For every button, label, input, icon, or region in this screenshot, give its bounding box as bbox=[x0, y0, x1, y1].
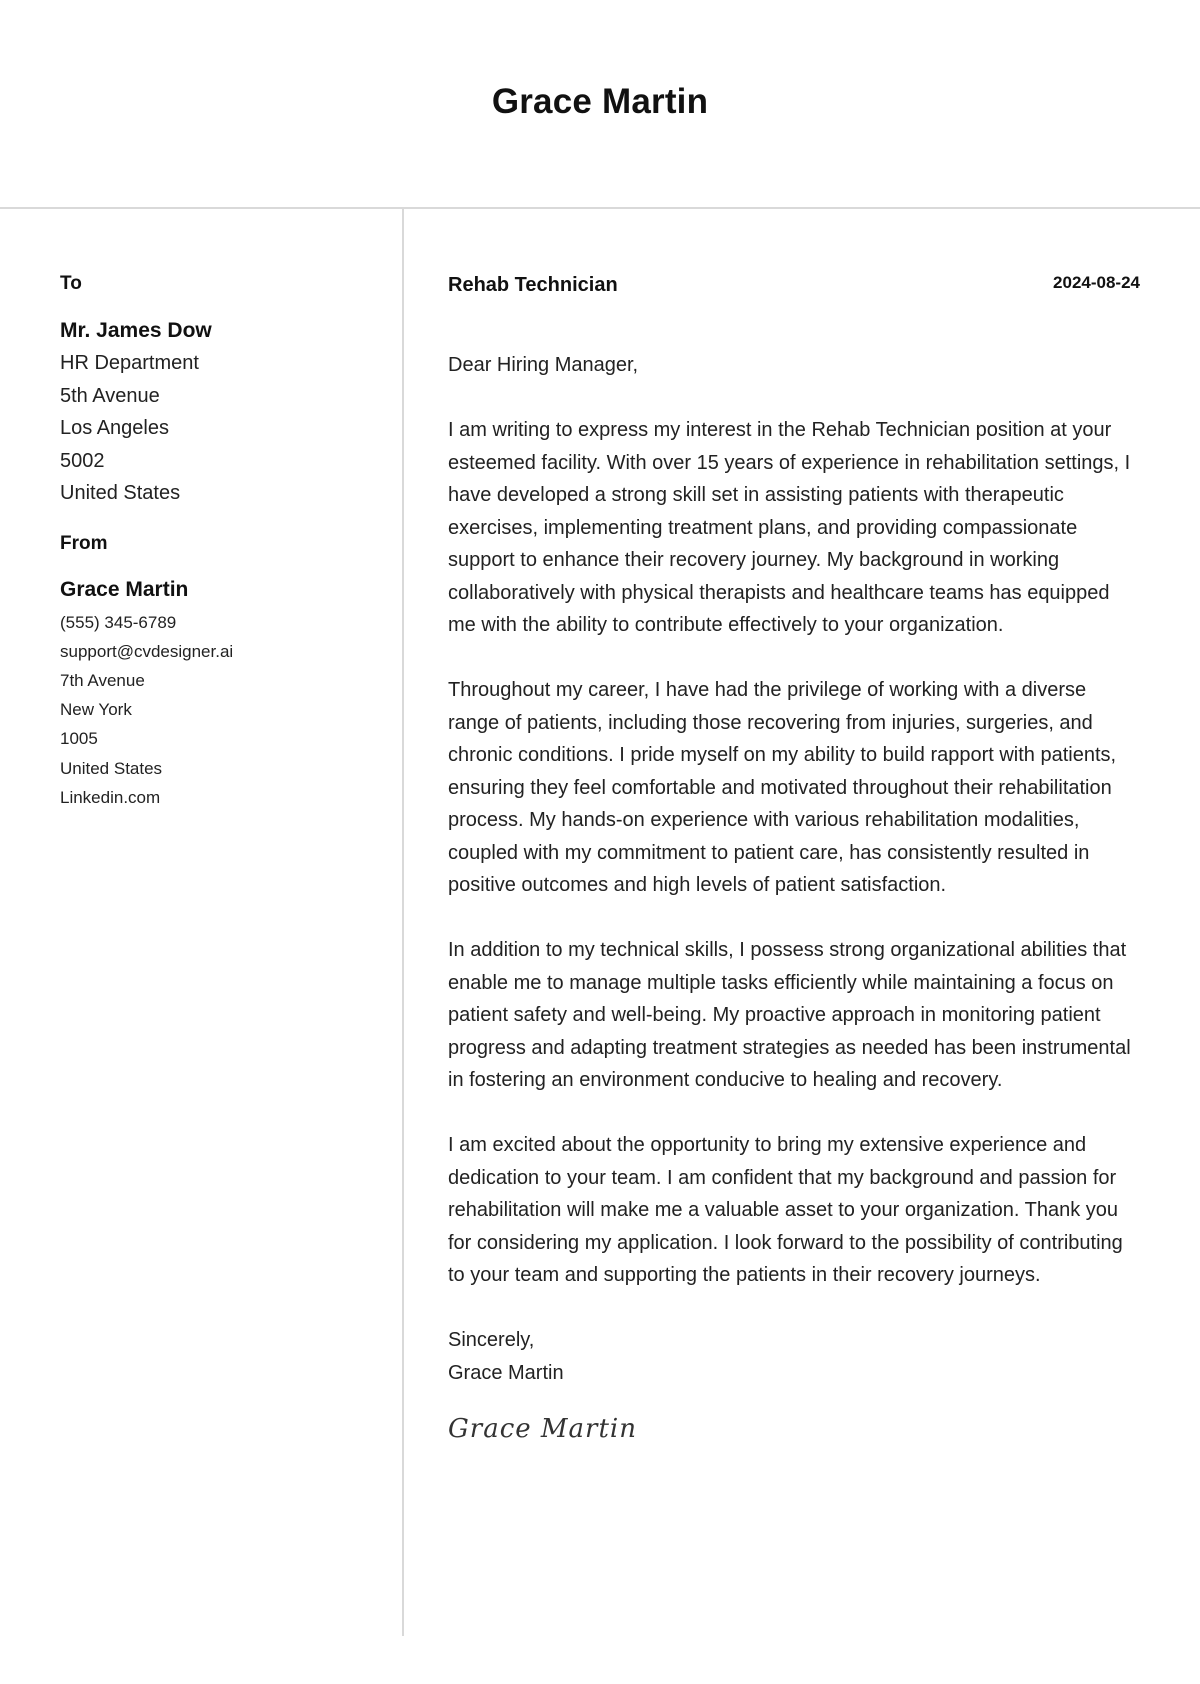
sender-postal-code: 1005 bbox=[60, 729, 98, 749]
body-paragraph-4: I am excited about the opportunity to bring my extensive experience and dedication to your team. I am confident that my background and passion for rehabilitation will make me a valuable asset to your organization. Thank you for considering my application. I look forward to the possibility of contributing to your team and supporting the patients in their recovery journeys. bbox=[448, 1134, 1123, 1286]
letter-body bbox=[448, 272, 1140, 1449]
letter-date: 2024-08-24 bbox=[1053, 273, 1140, 292]
recipient-country: United States bbox=[60, 482, 181, 504]
recipient-city: Los Angeles bbox=[60, 417, 169, 439]
recipient-department: HR Department bbox=[60, 352, 199, 374]
body-paragraph-2: Throughout my career, I have had the privilege of working with a diverse range of patients, including those recovering from injuries, surgeries, and chronic conditions. I pride myself on my ability to build rapport with patients, ensuring they feel comfortable and motivated throughout their rehabilitation process. My hands-on experience with various rehabilitation modalities, coupled with my commitment to patient care, has consistently resulted in positive outcomes and high levels of patient satisfaction. bbox=[448, 679, 1117, 896]
recipient-postal-code: 5002 bbox=[60, 449, 105, 472]
recipient-name: Mr. James Dow bbox=[60, 319, 212, 342]
signature: Grace Martin bbox=[448, 1414, 637, 1444]
greeting: Dear Hiring Manager, bbox=[448, 354, 639, 376]
sender-city: New York bbox=[60, 700, 132, 720]
letter-meta-row bbox=[448, 272, 1140, 302]
to-label: To bbox=[60, 273, 82, 294]
body-paragraph-3: In addition to my technical skills, I possess strong organizational abilities that enable me to manage multiple tasks efficiently while maintaining a focus on patient safety and well-being. My proactive approach in monitoring patient progress and adapting treatment strategies as needed has been instrumental in fostering an environment conducive to healing and recovery. bbox=[448, 939, 1131, 1091]
sender-email: support@cvdesigner.ai bbox=[60, 641, 234, 661]
job-title: Rehab Technician bbox=[448, 274, 618, 296]
letter-header bbox=[0, 0, 1200, 209]
sender-country: United States bbox=[60, 758, 163, 778]
sender-street: 7th Avenue bbox=[60, 670, 145, 690]
body-paragraph-1: I am writing to express my interest in the Rehab Technician position at your esteemed facility. With over 15 years of experience in rehabilitation settings, I have developed a strong skill set in assisting patients with therapeutic exercises, implementing treatment plans, and providing compassionate support to enhance their recovery journey. My background in working collaboratively with physical therapists and healthcare teams has equipped me with the ability to contribute effectively to your organization. bbox=[448, 419, 1131, 636]
column-divider bbox=[402, 209, 404, 1636]
closing: Sincerely, bbox=[448, 1329, 535, 1351]
contact-sidebar bbox=[60, 272, 380, 812]
sender-phone: (555) 345-6789 bbox=[60, 612, 177, 632]
from-label: From bbox=[60, 532, 108, 554]
closing-name: Grace Martin bbox=[448, 1361, 564, 1384]
sender-name: Grace Martin bbox=[60, 577, 189, 601]
recipient-street: 5th Avenue bbox=[60, 384, 160, 407]
applicant-name-heading: Grace Martin bbox=[491, 82, 709, 121]
sender-website: Linkedin.com bbox=[60, 787, 161, 807]
